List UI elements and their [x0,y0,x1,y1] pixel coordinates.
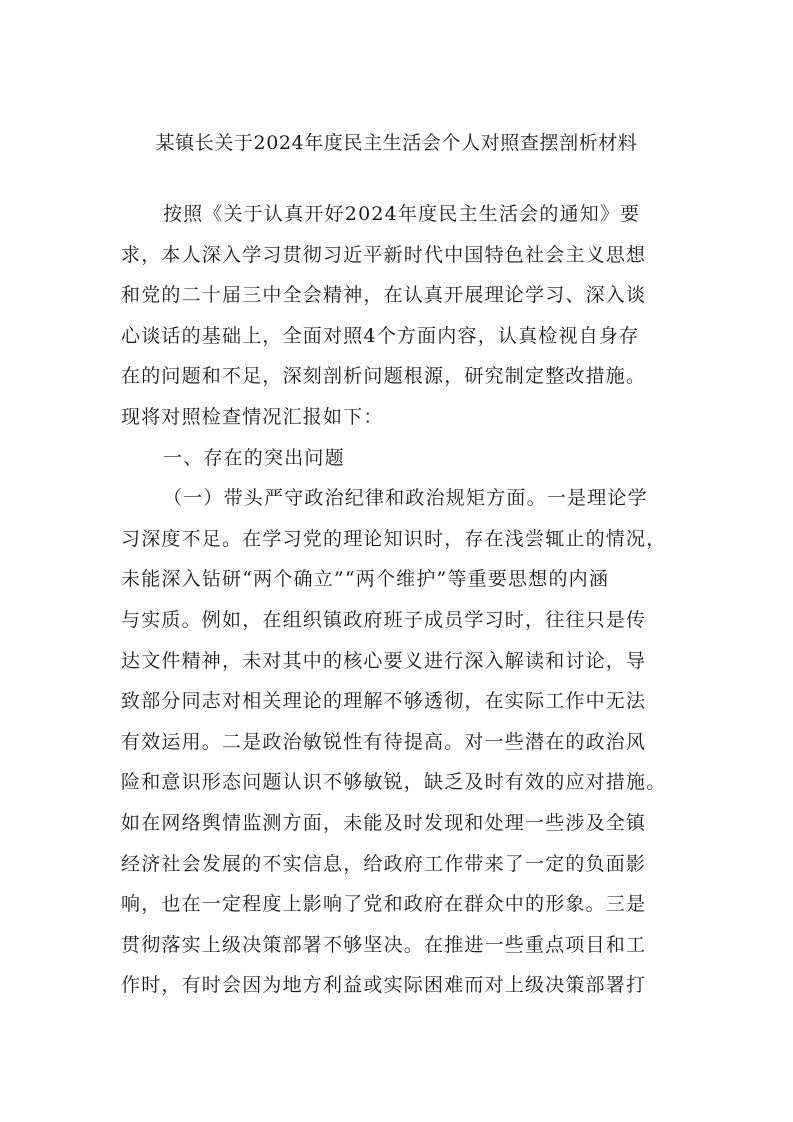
paragraph-line: 心谈话的基础上，全面对照4个方面内容，认真检视自身存 [121,324,640,347]
paragraph-line: 现将对照检查情况汇报如下： [121,405,384,428]
paragraph-line: 未能深入钻研“两个确立”“两个维护”等重要思想的内涵 [121,568,610,591]
paragraph-line: 与实质。例如，在组织镇政府班子成员学习时，往往只是传 [121,608,647,631]
paragraph-line: 求，本人深入学习贯彻习近平新时代中国特色社会主义思想 [121,243,647,266]
paragraph-line: 在的问题和不足，深刻剖析问题根源，研究制定整改措施。 [121,365,647,388]
paragraph-line: 致部分同志对相关理论的理解不够透彻，在实际工作中无法 [121,690,647,713]
paragraph-line: 习深度不足。在学习党的理论知识时，存在浅尝辄止的情况， [121,527,667,550]
paragraph-line: 按照《关于认真开好2024年度民主生活会的通知》要 [163,203,641,225]
paragraph-line: 有效运用。二是政治敏锐性有待提高。对一些潜在的政治风 [121,730,647,753]
paragraph-line: 和党的二十届三中全会精神，在认真开展理论学习、深入谈 [121,284,647,307]
paragraph-line: （一）带头严守政治纪律和政治规矩方面。一是理论学 [163,487,648,510]
document-title: 某镇长关于2024年度民主生活会个人对照查摆剖析材料 [155,132,638,154]
paragraph-line: 达文件精神，未对其中的核心要义进行深入解读和讨论，导 [121,649,647,672]
paragraph-line: 贯彻落实上级决策部署不够坚决。在推进一些重点项目和工 [121,933,647,956]
paragraph-line: 响，也在一定程度上影响了党和政府在群众中的形象。三是 [121,893,647,916]
document-body [121,194,681,1006]
paragraph-line: 险和意识形态问题认识不够敏锐，缺乏及时有效的应对措施。 [121,771,667,794]
paragraph-line: 如在网络舆情监测方面，未能及时发现和处理一些涉及全镇 [121,811,647,834]
section-heading: 一、存在的突出问题 [163,446,345,469]
paragraph-line: 经济社会发展的不实信息，给政府工作带来了一定的负面影 [121,852,647,875]
paragraph-line: 作时，有时会因为地方利益或实际困难而对上级决策部署打 [121,974,647,997]
